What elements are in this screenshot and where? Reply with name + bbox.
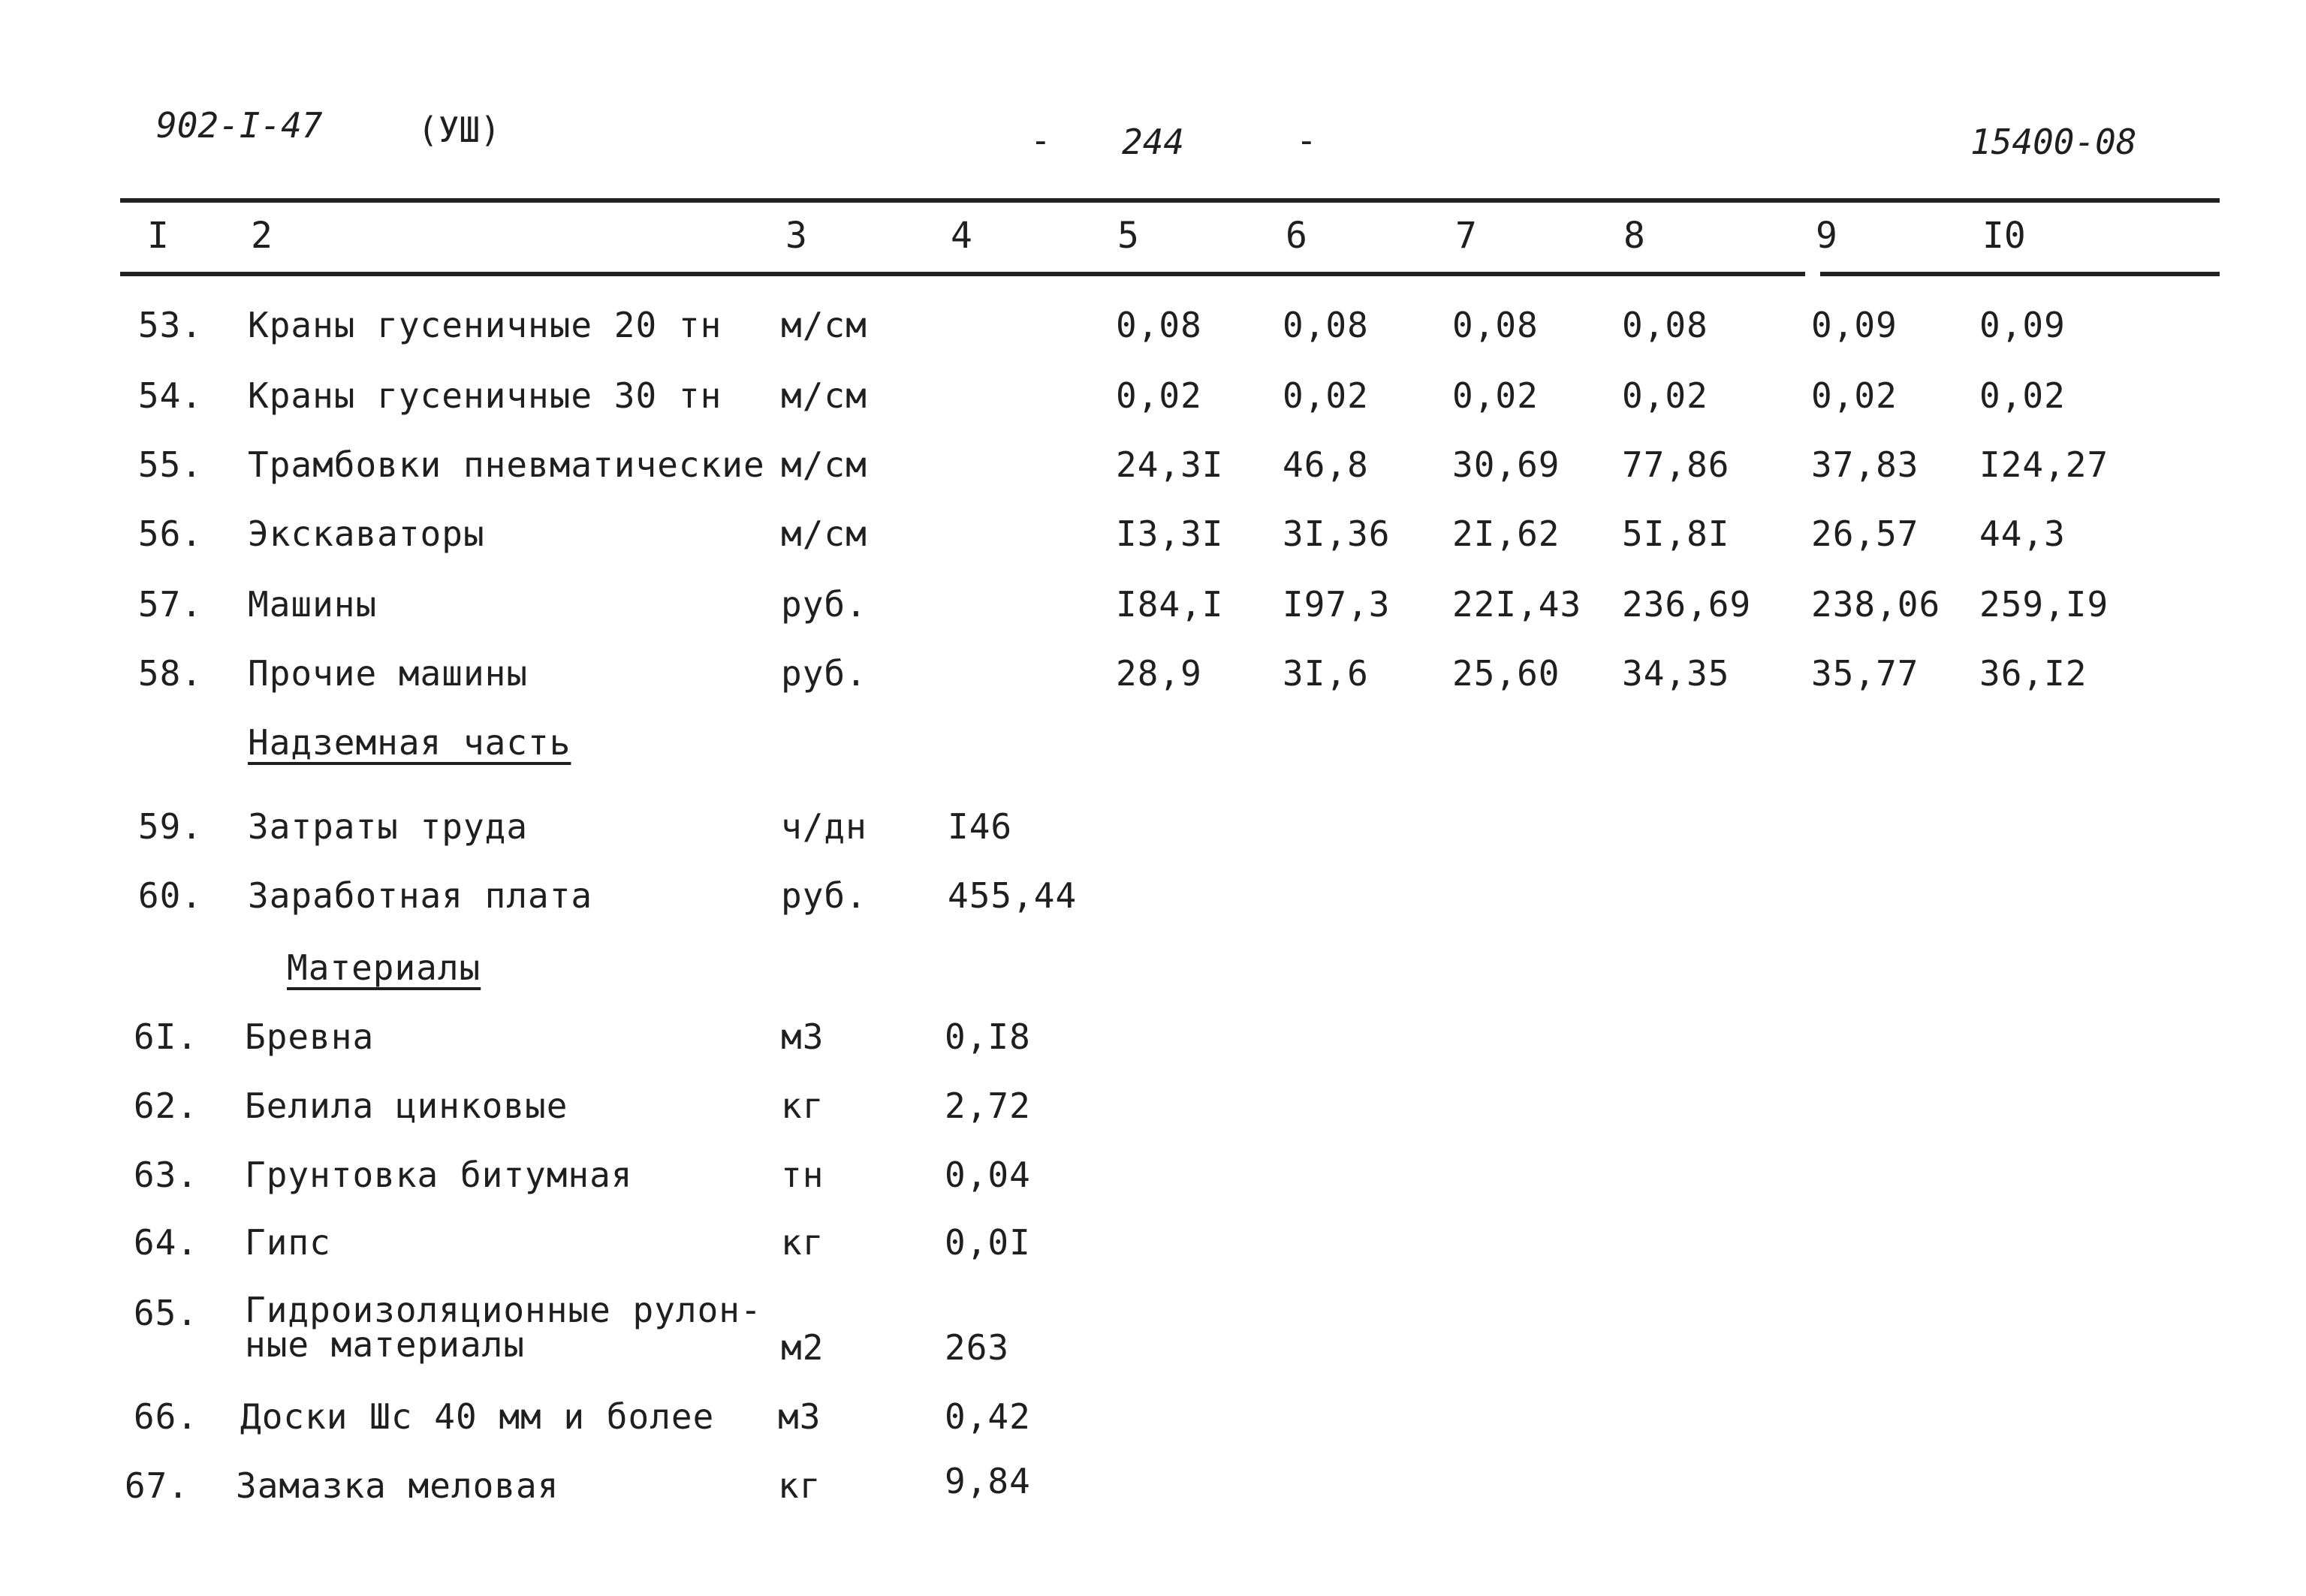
row-number: 53.	[137, 305, 203, 345]
value-col5: I84,I	[1116, 584, 1224, 625]
value-col9: 26,57	[1811, 513, 1919, 554]
value-col6: 46,8	[1283, 444, 1369, 485]
item-unit: кг	[778, 1465, 821, 1506]
value-col5: 24,3I	[1116, 444, 1224, 485]
row-number: 58.	[137, 653, 203, 694]
header-bottom-rule	[120, 272, 1805, 276]
page-number-dash-right: -	[1296, 120, 1317, 161]
value-col4: 455,44	[948, 875, 1078, 916]
value-col10: 0,09	[1979, 305, 2066, 345]
page-number-dash-left: -	[1030, 120, 1051, 161]
row-number: 67.	[124, 1465, 189, 1506]
item-name: Гидроизоляционные рулон-	[245, 1290, 762, 1330]
item-name: Затраты труда	[248, 806, 529, 847]
row-number: 6I.	[133, 1016, 198, 1057]
sheet-label: (УШ)	[417, 110, 501, 150]
value-col4: 0,04	[945, 1155, 1031, 1195]
value-col7: 22I,43	[1452, 584, 1582, 625]
item-unit: м/см	[781, 444, 867, 485]
item-name: Замазка меловая	[236, 1465, 559, 1506]
value-col6: 3I,36	[1283, 513, 1391, 554]
page-number: 244	[1122, 122, 1185, 162]
item-unit: ч/дн	[781, 806, 867, 847]
value-col8: 34,35	[1622, 653, 1730, 694]
section-heading-materials: Материалы	[287, 947, 481, 988]
item-name: Прочие машины	[248, 653, 529, 694]
item-unit: м3	[781, 1016, 824, 1057]
row-number: 57.	[137, 584, 203, 625]
column-number-4: 4	[951, 215, 972, 257]
item-name: Трамбовки пневматические	[248, 444, 765, 485]
row-number: 65.	[133, 1293, 198, 1333]
document-number: 15400-08	[1970, 122, 2137, 162]
item-name: Грунтовка битумная	[245, 1155, 633, 1195]
item-unit: тн	[781, 1155, 824, 1195]
item-unit: м/см	[781, 375, 867, 416]
item-unit: руб.	[781, 653, 867, 694]
item-name: Бревна	[245, 1016, 375, 1057]
item-unit: м2	[781, 1327, 824, 1368]
column-number-3: 3	[785, 215, 807, 257]
value-col8: 5I,8I	[1622, 513, 1730, 554]
item-unit: руб.	[781, 875, 867, 916]
item-unit: м/см	[781, 513, 867, 554]
section-heading-above-ground: Надземная часть	[248, 722, 571, 763]
value-col9: 238,06	[1811, 584, 1941, 625]
item-unit: кг	[781, 1222, 824, 1263]
value-col8: 0,02	[1622, 375, 1708, 416]
table-top-rule	[120, 198, 2220, 203]
value-col10: 259,I9	[1979, 584, 2109, 625]
column-number-5: 5	[1117, 215, 1139, 257]
item-unit: кг	[781, 1086, 824, 1126]
item-unit: руб.	[781, 584, 867, 625]
value-col10: 0,02	[1979, 375, 2066, 416]
value-col5: 28,9	[1116, 653, 1202, 694]
value-col7: 0,02	[1452, 375, 1539, 416]
row-number: 63.	[133, 1155, 198, 1195]
value-col9: 35,77	[1811, 653, 1919, 694]
column-number-1: I	[147, 215, 169, 257]
value-col4: 9,84	[945, 1461, 1031, 1501]
value-col7: 2I,62	[1452, 513, 1560, 554]
value-col5: I3,3I	[1116, 513, 1224, 554]
value-col7: 0,08	[1452, 305, 1539, 345]
value-col4: 0,I8	[945, 1016, 1031, 1057]
column-number-8: 8	[1623, 215, 1645, 257]
item-name: Заработная плата	[248, 875, 593, 916]
value-col6: I97,3	[1283, 584, 1391, 625]
value-col6: 0,08	[1283, 305, 1369, 345]
value-col8: 0,08	[1622, 305, 1708, 345]
value-col4: I46	[948, 806, 1013, 847]
item-name: Краны гусеничные 20 тн	[248, 305, 722, 345]
item-name-line2: ные материалы	[245, 1324, 526, 1365]
item-name: Краны гусеничные 30 тн	[248, 375, 722, 416]
item-unit: м/см	[781, 305, 867, 345]
project-code: 902-I-47	[156, 105, 323, 146]
row-number: 64.	[133, 1222, 198, 1263]
item-name: Доски Шс 40 мм и более	[240, 1396, 715, 1437]
column-number-9: 9	[1816, 215, 1837, 257]
row-number: 60.	[137, 875, 203, 916]
item-unit: м3	[778, 1396, 821, 1437]
value-col9: 0,09	[1811, 305, 1898, 345]
column-number-6: 6	[1286, 215, 1307, 257]
item-name: Машины	[248, 584, 378, 625]
header-bottom-rule-right	[1820, 272, 2220, 276]
row-number: 59.	[137, 806, 203, 847]
value-col6: 3I,6	[1283, 653, 1369, 694]
item-name: Экскаваторы	[248, 513, 485, 554]
value-col4: 2,72	[945, 1086, 1031, 1126]
row-number: 66.	[133, 1396, 198, 1437]
value-col5: 0,08	[1116, 305, 1202, 345]
value-col4: 0,0I	[945, 1222, 1031, 1263]
column-number-2: 2	[251, 215, 273, 257]
item-name: Гипс	[245, 1222, 331, 1263]
value-col4: 0,42	[945, 1396, 1031, 1437]
value-col7: 25,60	[1452, 653, 1560, 694]
value-col10: I24,27	[1979, 444, 2109, 485]
column-number-7: 7	[1455, 215, 1477, 257]
value-col7: 30,69	[1452, 444, 1560, 485]
value-col4: 263	[945, 1327, 1010, 1368]
value-col9: 37,83	[1811, 444, 1919, 485]
value-col10: 36,I2	[1979, 653, 2087, 694]
value-col8: 77,86	[1622, 444, 1730, 485]
item-name: Белила цинковые	[245, 1086, 568, 1126]
value-col8: 236,69	[1622, 584, 1752, 625]
value-col9: 0,02	[1811, 375, 1898, 416]
row-number: 55.	[137, 444, 203, 485]
row-number: 54.	[137, 375, 203, 416]
column-number-10: I0	[1982, 215, 2026, 257]
row-number: 56.	[137, 513, 203, 554]
value-col10: 44,3	[1979, 513, 2066, 554]
row-number: 62.	[133, 1086, 198, 1126]
value-col6: 0,02	[1283, 375, 1369, 416]
value-col5: 0,02	[1116, 375, 1202, 416]
